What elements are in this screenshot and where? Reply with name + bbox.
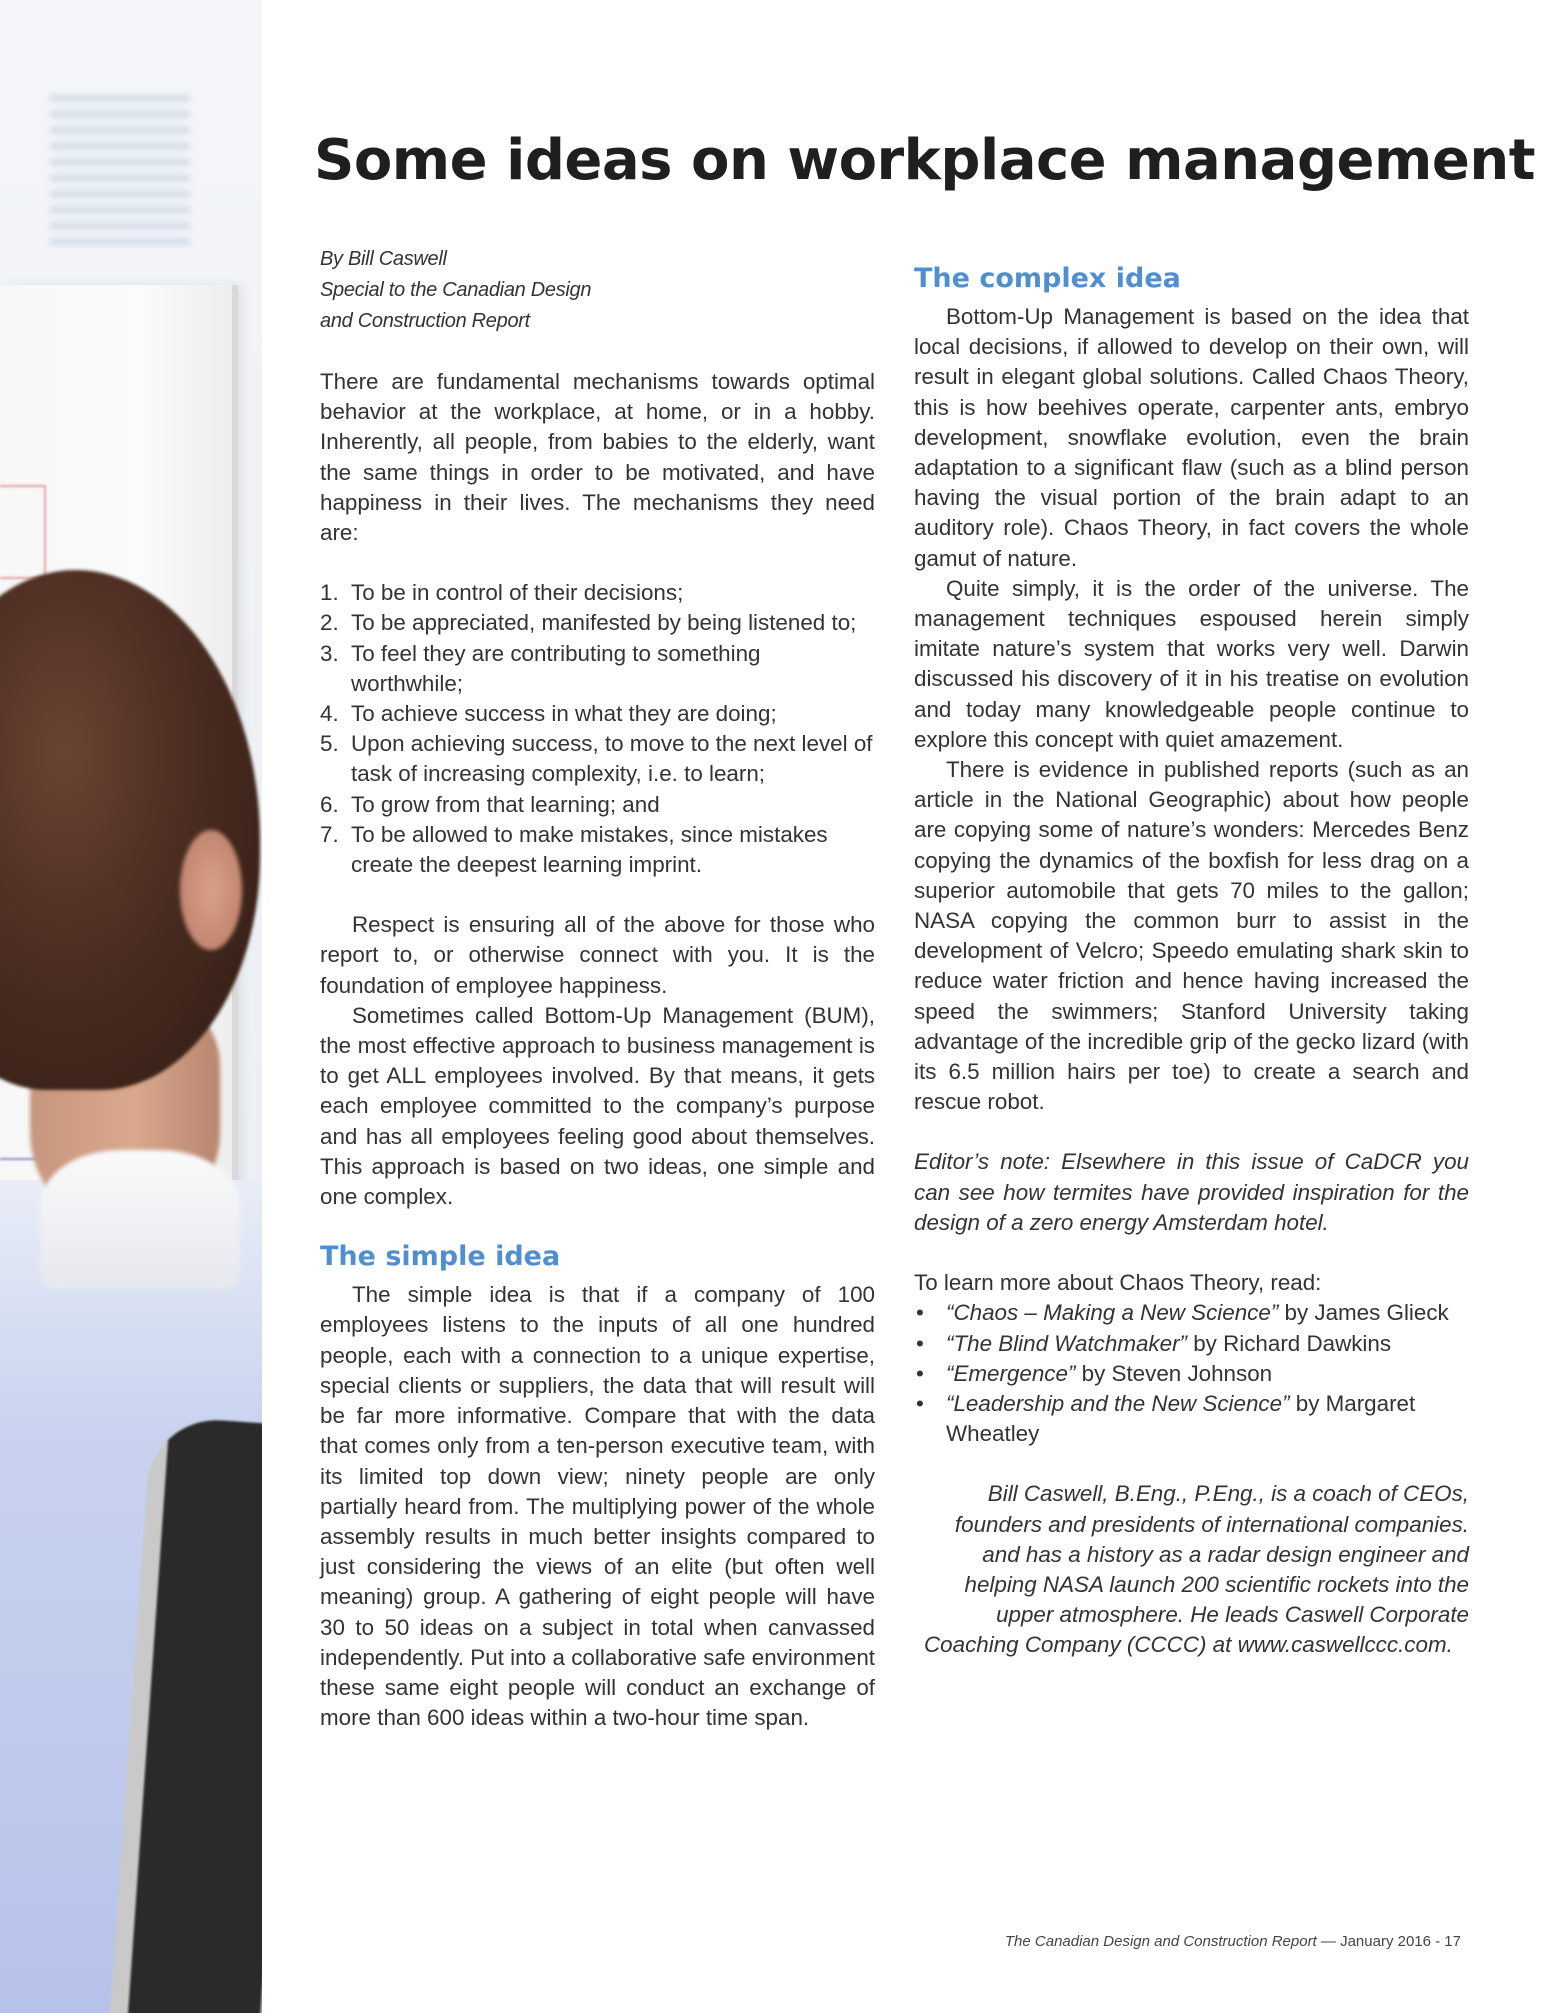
list-item <box>320 639 875 699</box>
book-title: “Chaos – Making a New Science” <box>946 1300 1279 1326</box>
list-number: 1. <box>320 580 339 606</box>
photo-window <box>50 95 190 245</box>
list-item <box>914 1329 1469 1359</box>
bullet-icon: • <box>916 1390 924 1416</box>
list-number: 3. <box>320 640 339 666</box>
list-number: 7. <box>320 821 339 847</box>
list-number: 6. <box>320 791 339 817</box>
byline-credit-line-1: Special to the Canadian Design <box>320 279 592 301</box>
cover-photo <box>0 0 262 2013</box>
book-title: “The Blind Watchmaker” <box>946 1330 1187 1356</box>
list-text: To be allowed to make mistakes, since mistakes create the deepest learning imprint. <box>351 821 828 878</box>
footer-publication: The Canadian Design and Construction Report <box>1004 1933 1317 1950</box>
intro-paragraph: There are fundamental mechanisms towards optimal behavior at the workplace, at home, or in a hobby. Inherently, all people, from babies to the elderly, want the same things in order to be motivated, and have happiness in their lives. The mechanisms they need are: <box>320 369 875 546</box>
byline-credit-line-2: and Construction Report <box>320 310 530 332</box>
list-number: 4. <box>320 701 339 727</box>
list-number: 5. <box>320 731 339 757</box>
photo-collar <box>40 1150 240 1290</box>
bullet-icon: • <box>916 1300 924 1326</box>
book-title: “Leadership and the New Science” <box>946 1390 1290 1416</box>
left-column <box>320 244 875 1733</box>
book-author: by Richard Dawkins <box>1186 1330 1392 1356</box>
book-author: by Steven Johnson <box>1075 1360 1273 1386</box>
bullet-icon: • <box>916 1360 924 1386</box>
book-title: “Emergence” <box>946 1360 1076 1386</box>
page-footer <box>1005 1933 1461 1950</box>
list-text: To feel they are contributing to something worthwhile; <box>351 640 761 696</box>
reading-list <box>914 1298 1469 1449</box>
reading-intro: To learn more about Chaos Theory, read: <box>914 1270 1322 1296</box>
photo-whiteboard-marking <box>0 485 46 579</box>
list-item <box>320 790 875 820</box>
right-column <box>914 262 1469 1661</box>
book-author: by Margaret Wheatley <box>946 1390 1416 1447</box>
list-item <box>914 1298 1469 1328</box>
simple-idea-paragraph: The simple idea is that if a company of 100 employees listens to the inputs of all one hundred people, each with a connection to a unique expertise, special clients or suppliers, the data that will result will be far more informative. Compare that with the data that comes only from a ten-person executive team, with its limited top down view; ninety people are only partially heard from. The multiplying power of the whole assembly results in much better insights compared to just considering the views of an elite (but often well meaning) group. A gathering of eight people will have 30 to 50 ideas on a subject in total when canvassed independently. Put into a collaborative safe environment these same eight people will conduct an exchange of more than 600 ideas within a two-hour time span. <box>320 1282 875 1731</box>
complex-idea-heading: The complex idea <box>914 263 1181 294</box>
list-item <box>320 699 875 729</box>
article-title: Some ideas on workplace management <box>314 128 1535 193</box>
complex-idea-paragraph-3: There is evidence in published reports (such as an article in the National Geographic) about how people are copying some of nature’s wonders: Mercedes Benz copying the dynamics of the boxfish for less drag on a superior automobile that gets 70 miles to the gallon; NASA copying the common burr to assist in the development of Velcro; Speedo emulating shark skin to reduce water friction and hence having increased the speed the swimmers; Stanford University taking advantage of the incredible grip of the gecko lizard (with its 6.5 million hairs per toe) to create a search and rescue robot. <box>914 757 1469 1115</box>
complex-idea-paragraph-1: Bottom-Up Management is based on the idea that local decisions, if allowed to develop on their own, will result in elegant global solutions. Called Chaos Theory, this is how beehives operate, carpenter ants, embryo development, snowflake evolution, even the brain adaptation to a significant flaw (such as a blind person having the visual portion of the brain adapt to an auditory role). Chaos Theory, in fact covers the whole gamut of nature. <box>914 304 1469 571</box>
mechanisms-list <box>320 578 875 880</box>
list-text: To achieve success in what they are doing; <box>351 701 777 727</box>
footer-separator: — <box>1316 1933 1341 1950</box>
simple-idea-heading: The simple idea <box>320 1241 561 1273</box>
list-item <box>320 729 875 789</box>
list-number: 2. <box>320 610 339 636</box>
list-item <box>320 578 875 608</box>
list-text: To grow from that learning; and <box>351 791 660 817</box>
list-text: Upon achieving success, to move to the next level of task of increasing complexity, i.e. to learn; <box>351 731 873 787</box>
footer-issue: January 2016 - 17 <box>1340 1933 1461 1950</box>
complex-idea-paragraph-2: Quite simply, it is the order of the universe. The management techniques espoused herein simply imitate nature’s system that works very well. Darwin discussed his discovery of it in his treatise on evolution and today many knowledgeable people continue to explore this concept with quiet amazement. <box>914 575 1469 752</box>
editors-note: Editor’s note: Elsewhere in this issue of CaDCR you can see how termites have provided inspiration for the design of a zero energy Amsterdam hotel. <box>914 1149 1469 1235</box>
byline-author: By Bill Caswell <box>320 248 447 270</box>
list-item <box>320 608 875 638</box>
author-bio: Bill Caswell, B.Eng., P.Eng., is a coach of CEOs, founders and presidents of international companies. and has a history as a radar design engineer and helping NASA launch 200 scientific rockets into the upper atmosphere. He leads Caswell Corporate Coaching Company (CCCC) at www.caswellccc.com. <box>924 1481 1469 1658</box>
list-item <box>914 1359 1469 1389</box>
list-text: To be appreciated, manifested by being listened to; <box>351 610 857 636</box>
list-text: To be in control of their decisions; <box>351 580 684 606</box>
book-author: by James Glieck <box>1278 1300 1449 1326</box>
byline <box>320 244 875 337</box>
list-item <box>914 1389 1469 1449</box>
respect-paragraph: Respect is ensuring all of the above for those who report to, or otherwise connect with you. It is the foundation of employee happiness. <box>320 912 875 998</box>
bum-paragraph: Sometimes called Bottom-Up Management (BUM), the most effective approach to business management is to get ALL employees involved. By that means, it gets each employee committed to the company’s purpose and has all employees feeling good about themselves. This approach is based on two ideas, one simple and one complex. <box>320 1002 875 1210</box>
photo-ear <box>180 830 242 950</box>
list-item <box>320 820 875 880</box>
bullet-icon: • <box>916 1330 924 1356</box>
